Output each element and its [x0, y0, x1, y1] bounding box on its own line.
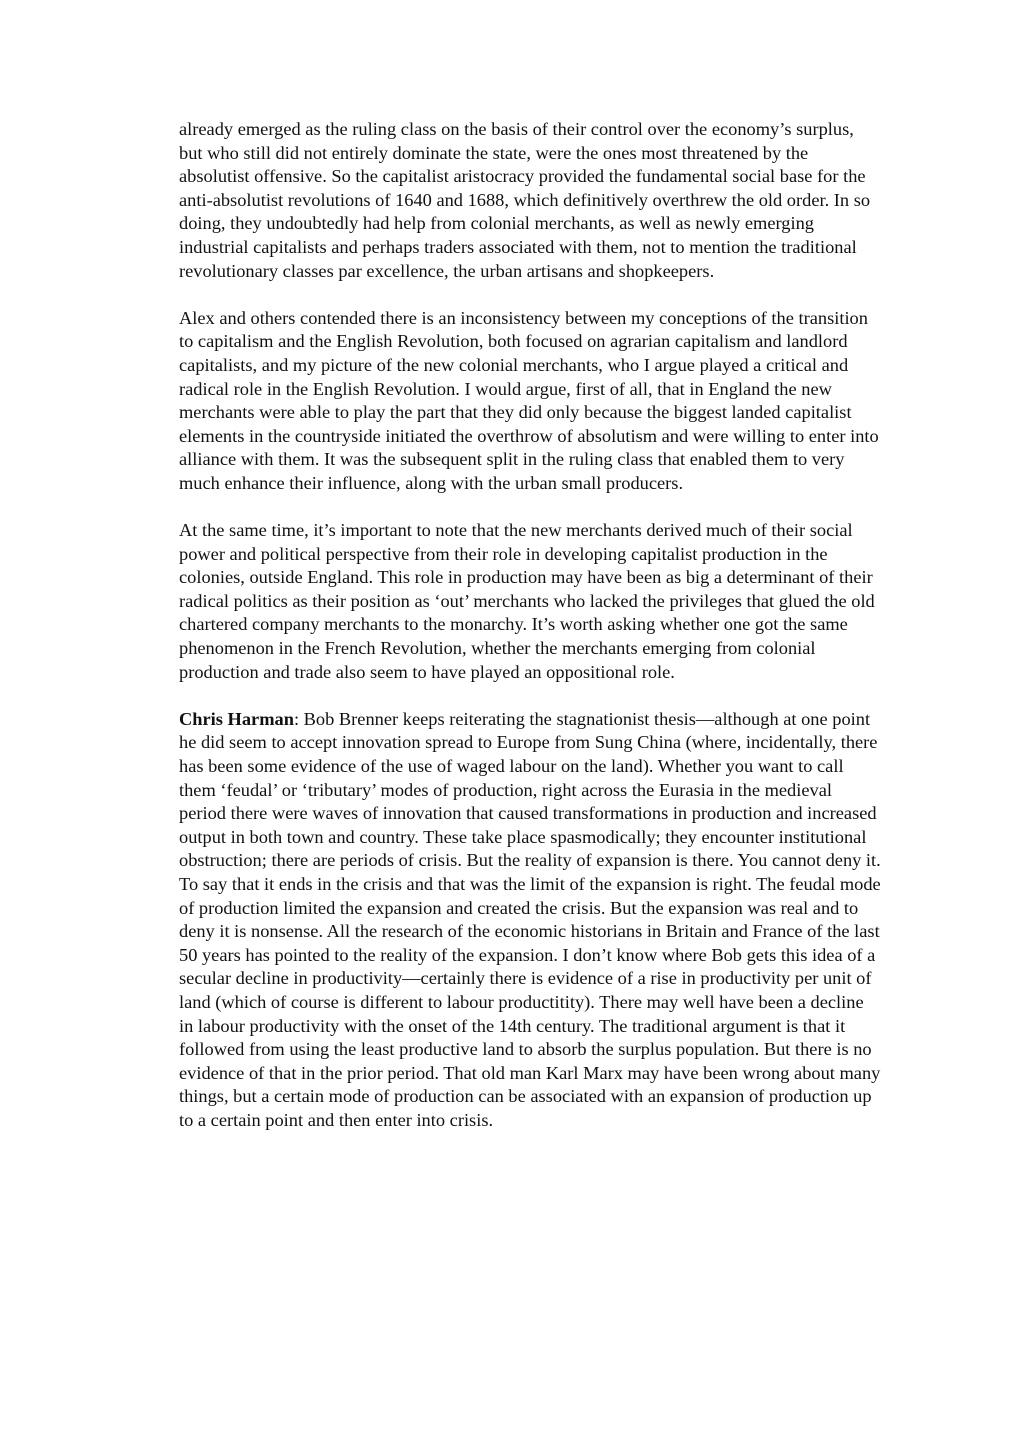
paragraph-2 — [179, 307, 881, 496]
paragraph-4 — [179, 708, 881, 1133]
speaker-name: Chris Harman — [179, 708, 294, 729]
paragraph-3 — [179, 519, 881, 684]
document-page — [179, 118, 881, 1133]
paragraph-1-text: already emerged as the ruling class on the basis of their control over the economy’s surplus, but who still did not entirely dominate the state, were the ones most threatened by the absolutist offensive. So the capitalist aristocracy provided the fundamental social base for the anti-absolutist revolutions of 1640 and 1688, which definitively overthrew the old order. In so doing, they undoubtedly had help from colonial merchants, as well as newly emerging industrial capitalists and perhaps traders associated with them, not to mention the traditional revolutionary classes par excellence, the urban artisans and shopkeepers. — [179, 119, 871, 281]
paragraph-1 — [179, 118, 881, 283]
paragraph-4-text: : Bob Brenner keeps reiterating the stagnationist thesis—although at one point he did seem to accept innovation spread to Europe from Sung China (where, incidentally, there has been some evidence of the use of waged labour on the land). Whether you want to call them ‘feudal’ or ‘tributary’ modes of production, right across the Eurasia in the medieval period there were waves of innovation that caused transformations in production and increased output in both town and country. These take place spasmodically; they encounter institutional obstruction; there are periods of crisis. But the reality of expansion is there. You cannot deny it. To say that it ends in the crisis and that was the limit of the expansion is right. The feudal mode of production limited the expansion and created the crisis. But the expansion was real and to deny it is nonsense. All the research of the economic historians in Britain and France of the last 50 years has pointed to the reality of the expansion. I don’t know where Bob gets this idea of a secular decline in productivity—certainly there is evidence of a rise in productivity per unit of land (which of course is different to labour productitity). There may well have been a decline in labour productivity with the onset of the 14th century. The traditional argument is that it followed from using the least productive land to absorb the surplus population. But there is no evidence of that in the prior period. That old man Karl Marx may have been wrong about many things, but a certain mode of production can be associated with an expansion of production up to a certain point and then enter into crisis. — [179, 708, 881, 1130]
paragraph-2-text: Alex and others contended there is an inconsistency between my conceptions of the transition to capitalism and the English Revolution, both focused on agrarian capitalism and landlord capitalists, and my picture of the new colonial merchants, who I argue played a critical and radical role in the English Revolution. I would argue, first of all, that in England the new merchants were able to play the part that they did only because the biggest landed capitalist elements in the countryside initiated the overthrow of absolutism and were willing to enter into alliance with them. It was the subsequent split in the ruling class that enabled them to very much enhance their influence, along with the urban small producers. — [179, 307, 879, 493]
paragraph-3-text: At the same time, it’s important to note that the new merchants derived much of their social power and political perspective from their role in developing capitalist production in the colonies, outside England. This role in production may have been as big a determinant of their radical politics as their position as ‘out’ merchants who lacked the privileges that glued the old chartered company merchants to the monarchy. It’s worth asking whether one got the same phenomenon in the French Revolution, whether the merchants emerging from colonial production and trade also seem to have played an oppositional role. — [179, 520, 875, 682]
